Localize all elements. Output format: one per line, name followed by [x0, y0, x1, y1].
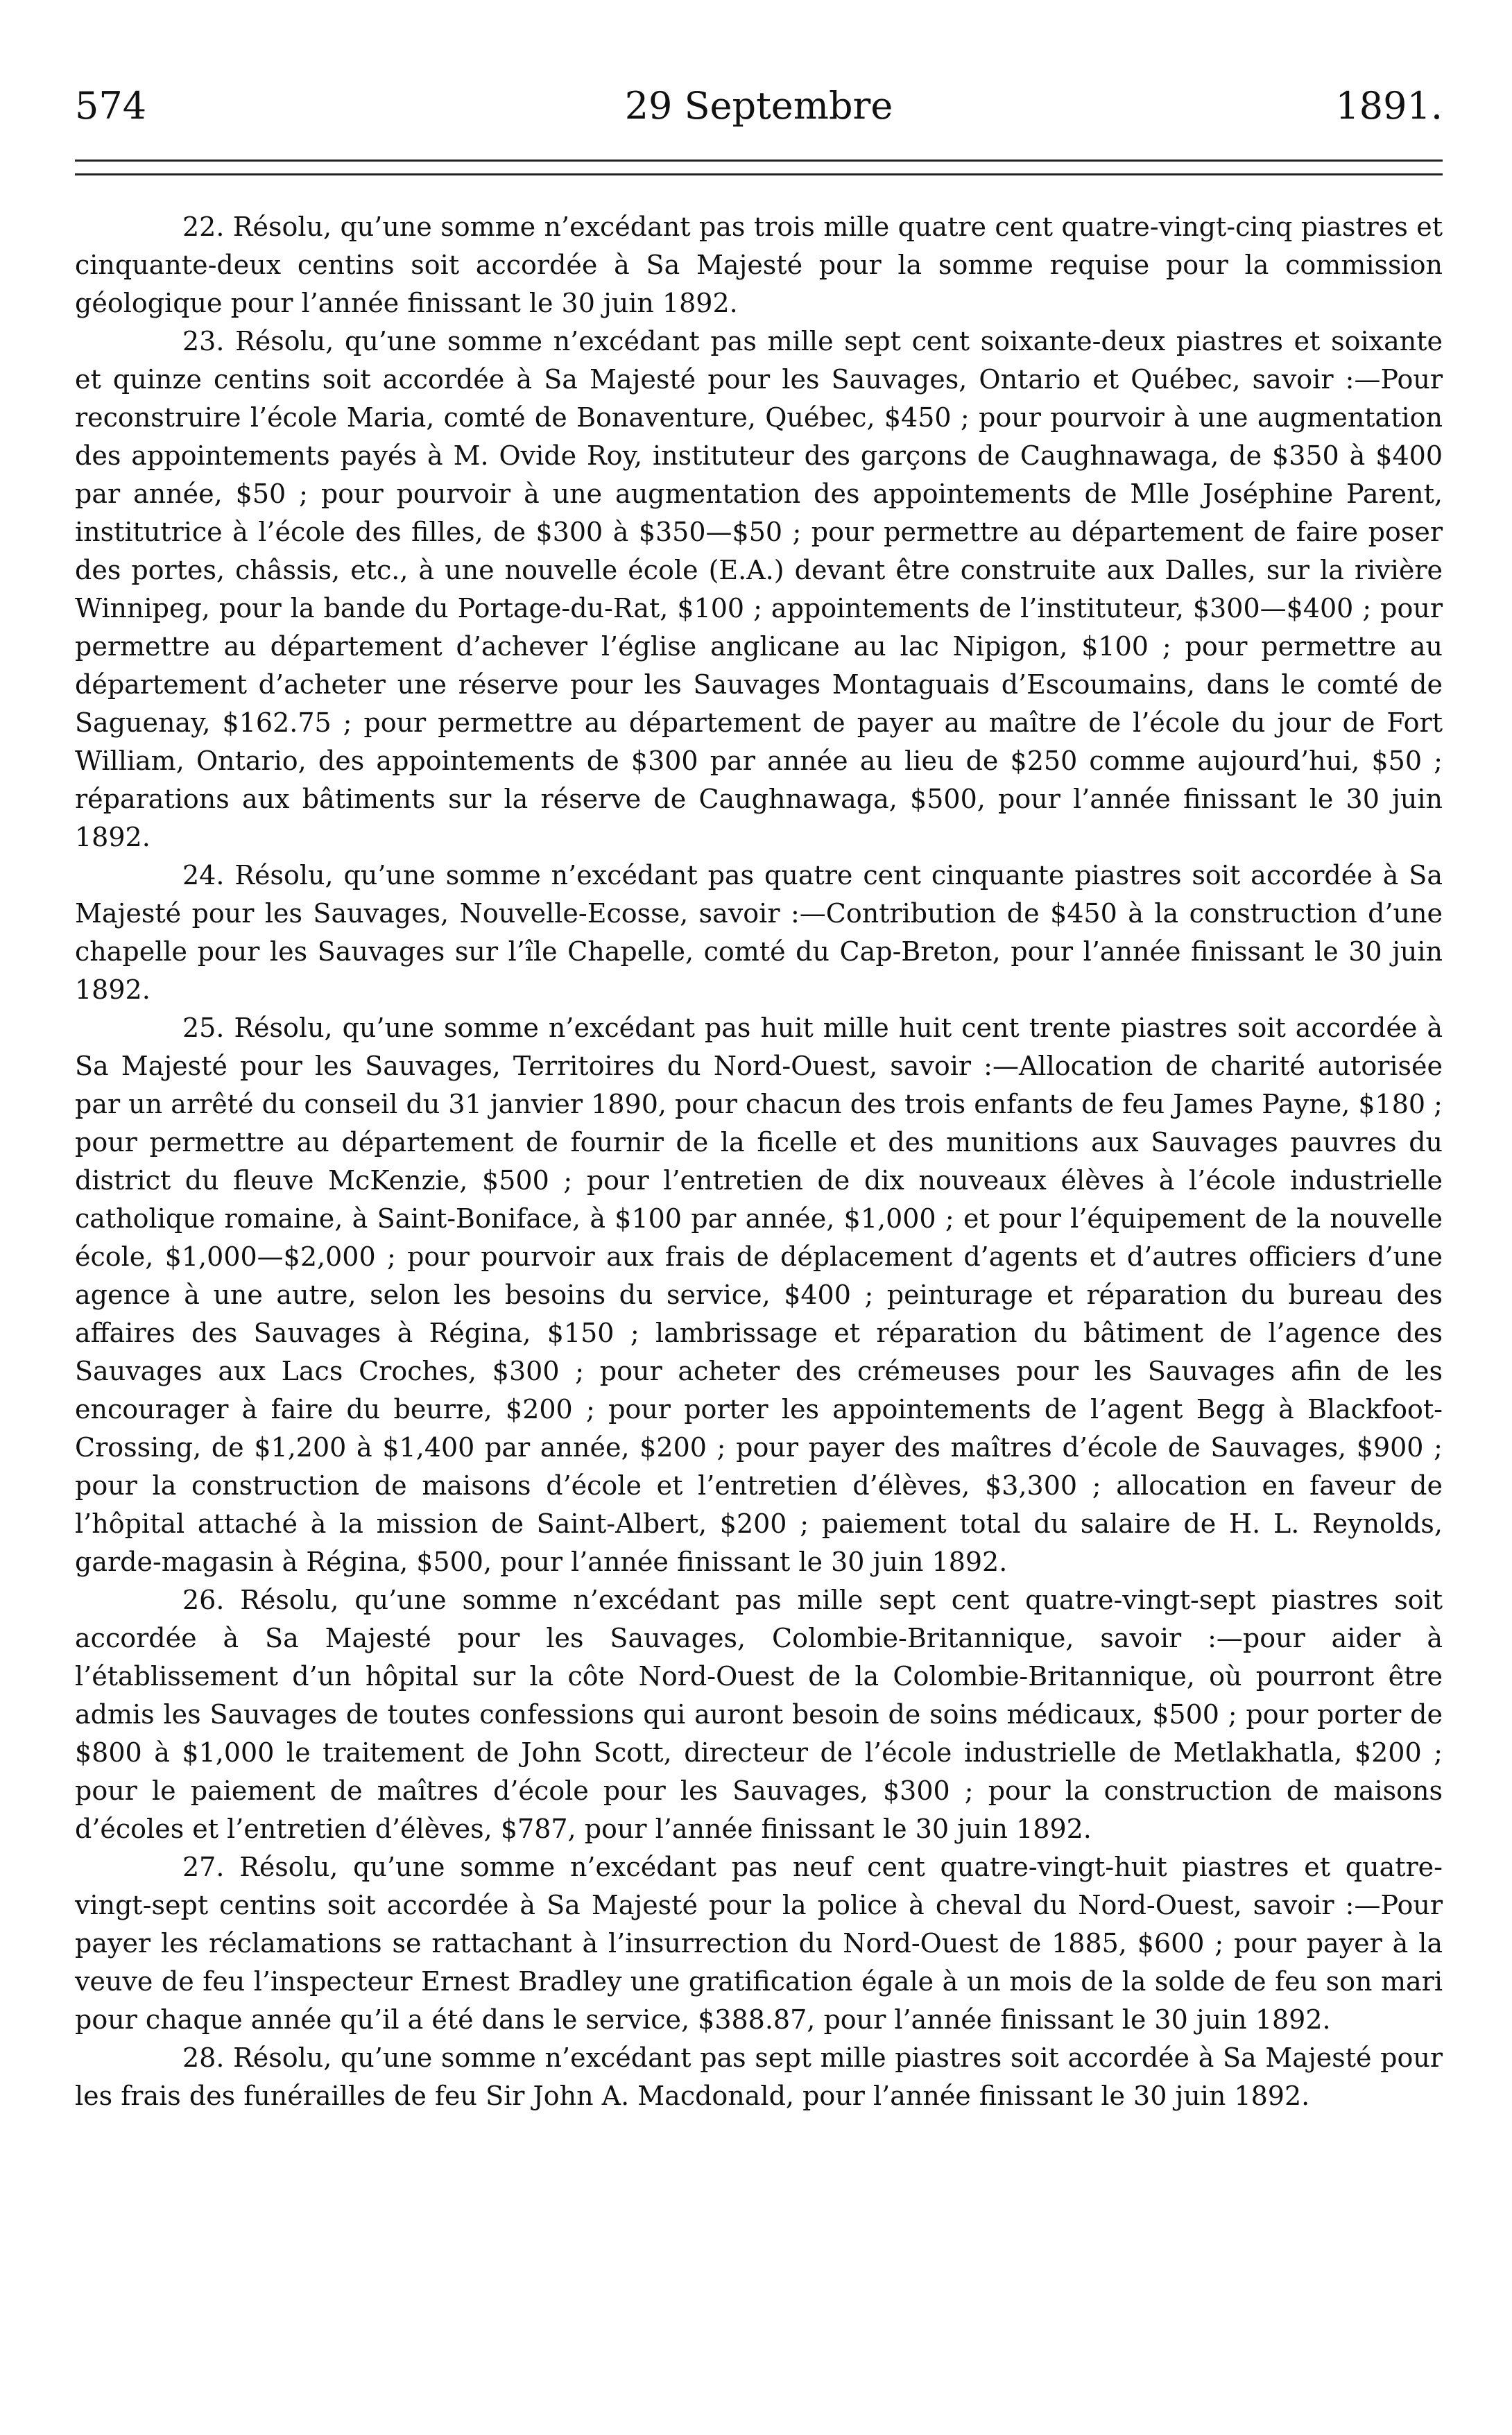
resolution-paragraph-26: 26. Résolu, qu’une somme n’excédant pas mille sept cent quatre-vingt-sept piastres soit accordée à Sa Majesté pour les Sauvages, Colombie-Britannique, savoir :—pour aider à l’établissement d’un hôpital sur la côte Nord-Ouest de la Colombie-Britannique, où pourront être admis les Sauvages de toutes confessions qui auront besoin de soins médicaux, $500 ; pour porter de $800 à $1,000 le traitement de John Scott, directeur de l’école industrielle de Metlakhatla, $200 ; pour le paiement de maîtres d’école pour les Sauvages, $300 ; pour la construction de maisons d’écoles et l’entretien d’élèves, $787, pour l’année finissant le 30 juin 1892. — [75, 1585, 1443, 1844]
page-number: 574 — [75, 84, 147, 128]
header-date: 29 Septembre — [624, 84, 893, 128]
resolution-paragraph-25: 25. Résolu, qu’une somme n’excédant pas huit mille huit cent trente piastres soit accordée à Sa Majesté pour les Sauvages, Territoires du Nord-Ouest, savoir :—Allocation de charité autorisée par un arrêté du conseil du 31 janvier 1890, pour chacun des trois enfants de feu James Payne, $180 ; pour permettre au département de fournir de la ficelle et des munitions aux Sauvages pauvres du district du fleuve McKenzie, $500 ; pour l’entretien de dix nouveaux élèves à l’école industrielle catholique romaine, à Saint-Boniface, à $100 par année, $1,000 ; et pour l’équipement de la nouvelle école, $1,000—$2,000 ; pour pourvoir aux frais de déplacement d’agents et d’autres officiers d’une agence à une autre, selon les besoins du service, $400 ; peinturage et réparation du bureau des affaires des Sauvages à Régina, $150 ; lambrissage et réparation du bâtiment de l’agence des Sauvages aux Lacs Croches, $300 ; pour acheter des crémeuses pour les Sauvages afin de les encourager à faire du beurre, $200 ; pour porter les appointements de l’agent Begg à Blackfoot-Crossing, de $1,200 à $1,400 par année, $200 ; pour payer des maîtres d’école de Sauvages, $900 ; pour la construction de maisons d’école et l’entretien d’élèves, $3,300 ; allocation en faveur de l’hôpital attaché à la mission de Saint-Albert, $200 ; paiement total du salaire de H. L. Reynolds, garde-magasin à Régina, $500, pour l’année finissant le 30 juin 1892. — [75, 1013, 1443, 1577]
resolution-paragraph-28: 28. Résolu, qu’une somme n’excédant pas sept mille piastres soit accordée à Sa Majesté pour les frais des funérailles de feu Sir John A. Macdonald, pour l’année finissant le 30 juin 1892. — [75, 2042, 1443, 2111]
resolutions-body — [75, 208, 1443, 2115]
resolution-paragraph-22: 22. Résolu, qu’une somme n’excédant pas trois mille quatre cent quatre-vingt-cinq piastres et cinquante-deux centins soit accordée à Sa Majesté pour la somme requise pour la commission géologique pour l’année finissant le 30 juin 1892. — [75, 212, 1443, 318]
resolution-paragraph-23: 23. Résolu, qu’une somme n’excédant pas mille sept cent soixante-deux piastres et soixante et quinze centins soit accordée à Sa Majesté pour les Sauvages, Ontario et Québec, savoir :—Pour reconstruire l’école Maria, comté de Bonaventure, Québec, $450 ; pour pourvoir à une augmentation des appointements payés à M. Ovide Roy, instituteur des garçons de Caughnawaga, de $350 à $400 par année, $50 ; pour pourvoir à une augmentation des appointements de Mlle Joséphine Parent, institutrice à l’école des filles, de $300 à $350—$50 ; pour permettre au département de faire poser des portes, châssis, etc., à une nouvelle école (E.A.) devant être construite aux Dalles, sur la rivière Winnipeg, pour la bande du Portage-du-Rat, $100 ; appointements de l’instituteur, $300—$400 ; pour permettre au département d’achever l’église anglicane au lac Nipigon, $100 ; pour permettre au département d’acheter une réserve pour les Sauvages Montaguais d’Escoumains, dans le comté de Saguenay, $162.75 ; pour permettre au département de payer au maître de l’école du jour de Fort William, Ontario, des appointements de $300 par année au lieu de $250 comme aujourd’hui, $50 ; réparations aux bâtiments sur la réserve de Caughnawaga, $500, pour l’année finissant le 30 juin 1892. — [75, 326, 1443, 852]
resolution-paragraph-24: 24. Résolu, qu’une somme n’excédant pas quatre cent cinquante piastres soit accordée à Sa Majesté pour les Sauvages, Nouvelle-Ecosse, savoir :—Contribution de $450 à la construction d’une chapelle pour les Sauvages sur l’île Chapelle, comté du Cap-Breton, pour l’année finissant le 30 juin 1892. — [75, 860, 1443, 1005]
header-rule-bottom — [75, 173, 1443, 175]
header-year: 1891. — [1335, 84, 1443, 128]
header-rule-top — [75, 160, 1443, 162]
running-head — [75, 75, 1443, 137]
resolution-paragraph-27: 27. Résolu, qu’une somme n’excédant pas neuf cent quatre-vingt-huit piastres et quatre-vingt-sept centins soit accordée à Sa Majesté pour la police à cheval du Nord-Ouest, savoir :—Pour payer les réclamations se rattachant à l’insurrection du Nord-Ouest de 1885, $600 ; pour payer à la veuve de feu l’inspecteur Ernest Bradley une gratification égale à un mois de la solde de feu son mari pour chaque année qu’il a été dans le service, $388.87, pour l’année finissant le 30 juin 1892. — [75, 1852, 1443, 2035]
